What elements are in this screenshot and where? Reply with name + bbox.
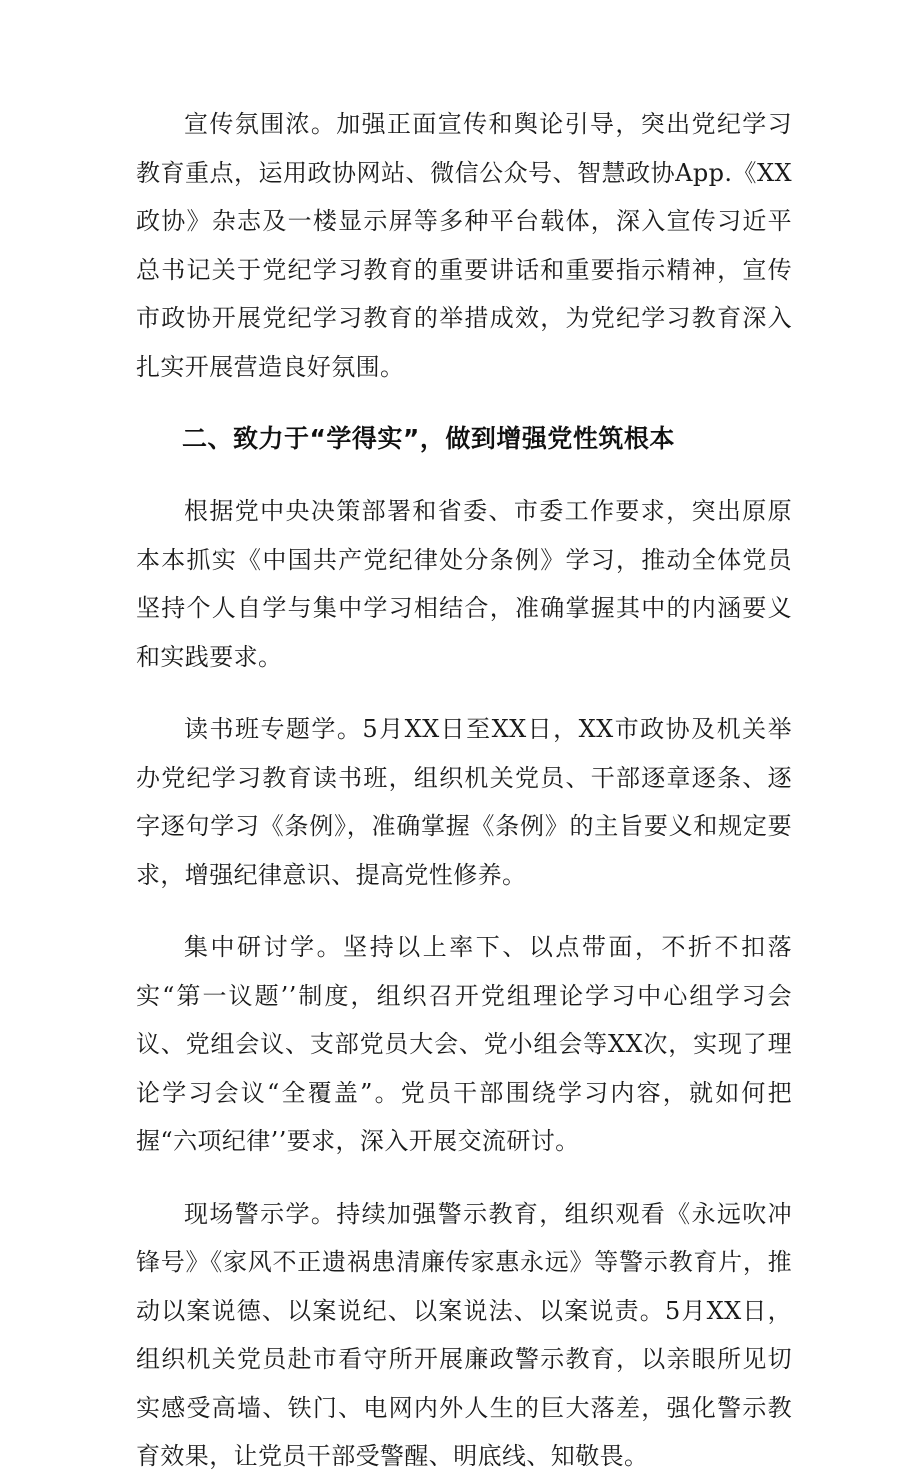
paragraph-gap <box>136 391 792 415</box>
paragraph-reading-class: 读书班专题学。5月XX日至XX日，XX市政协及机关举办党纪学习教育读书班，组织机关党员、干部逐章逐条、逐字逐句学习《条例》，准确掌握《条例》的主旨要义和规定要求，增强纪律意识、提高党性修养。 <box>136 715 792 889</box>
paragraph-section-intro: 根据党中央决策部署和省委、市委工作要求，突出原原本本抓实《中国共产党纪律处分条例》学习，推动全体党员坚持个人自学与集中学习相结合，准确掌握其中的内涵要义和实践要求。 <box>136 497 792 671</box>
paragraph-gap <box>136 899 792 923</box>
paragraph-gap <box>136 681 792 705</box>
paragraph-warning-education: 现场警示学。持续加强警示教育，组织观看《永远吹冲锋号》《家风不正遗祸患清廉传家惠永远》等警示教育片，推动以案说德、以案说纪、以案说法、以案说责。5月XX日，组织机关党员赴市看守所开展廉政警示教育，以亲眼所见切实感受高墙、铁门、电网内外人生的巨大落差，强化警示教育效果，让党员干部受警醒、明底线、知敬畏。 <box>136 1199 792 1470</box>
paragraph-group-discussion: 集中研讨学。坚持以上率下、以点带面，不折不扣落实“第一议题’’制度，组织召开党组理论学习中心组学习会议、党组会议、支部党员大会、党小组会等XX次，实现了理论学习会议“全覆盖”。党员干部围绕学习内容，就如何把握“六项纪律’’要求，深入开展交流研讨。 <box>136 933 792 1155</box>
section-heading-2: 二、致力于“学得实”，做到增强党性筑根本 <box>182 424 675 453</box>
paragraph-gap <box>136 1166 792 1190</box>
document-body <box>136 100 792 1481</box>
paragraph-publicity: 宣传氛围浓。加强正面宣传和舆论引导，突出党纪学习教育重点，运用政协网站、微信公众号、智慧政协App.《XX政协》杂志及一楼显示屏等多种平台载体，深入宣传习近平总书记关于党纪学习教育的重要讲话和重要指示精神，宣传市政协开展党纪学习教育的举措成效，为党纪学习教育深入扎实开展营造良好氛围。 <box>136 110 792 381</box>
paragraph-gap <box>136 463 792 487</box>
